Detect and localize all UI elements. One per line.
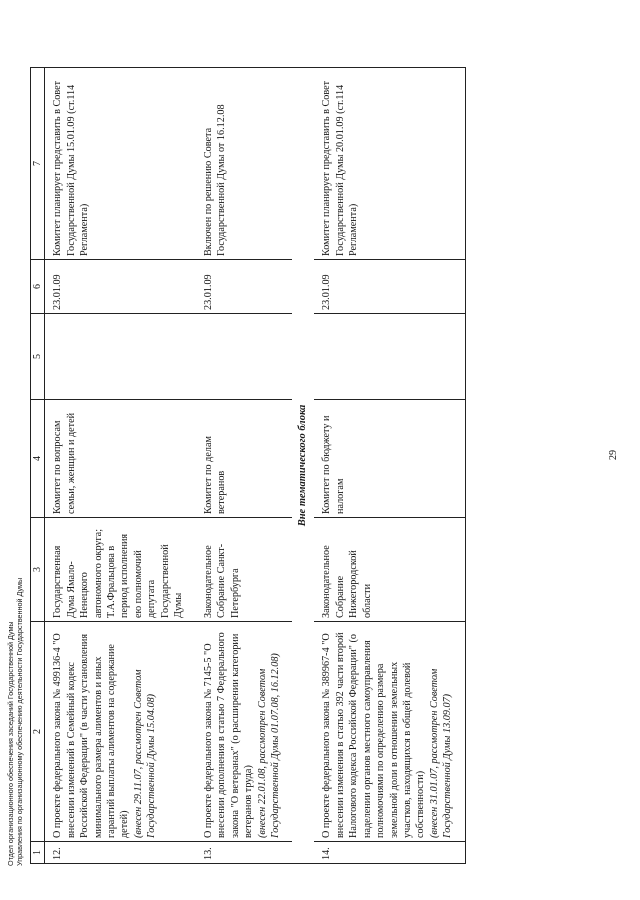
bill-cell bbox=[314, 622, 465, 842]
section-row bbox=[292, 68, 314, 864]
bills-table bbox=[30, 67, 466, 864]
header-col-3: 3 bbox=[31, 518, 45, 622]
committee-cell: Комитет по делам ветеранов bbox=[196, 400, 293, 518]
status-cell: Включен по решению Совета Государственной Думы от 16.12.08 bbox=[196, 68, 293, 260]
row-number: 12. bbox=[45, 842, 196, 864]
bill-title: О проекте федерального закона № 7145-5 "О внесении дополнения в статью 7 Федерального закона "О ветеранах" (о расширении категории ветеранов труда) bbox=[202, 632, 255, 838]
footer-line-2: Управления по организационному обеспечению деятельности Государственной Думы bbox=[15, 577, 24, 866]
bill-title: О проекте федерального закона № 499136-4 "О внесении изменений в Семейный кодекс Российской Федерации" (в части установления минимального размера алиментов и иных гарантий выплаты алиментов на содержание детей) bbox=[52, 633, 131, 838]
status-cell: Комитет планирует представить в Совет Государственной Думы 20.01.09 (ст.114 Регламента) bbox=[314, 68, 465, 260]
initiator-cell: Государственная Дума Ямало-Ненецкого автономного округа; Т.А.Фральцова в период исполнения ею полномочий депутата Государственной Думы bbox=[45, 518, 196, 622]
table-row bbox=[45, 68, 196, 864]
row-number: 14. bbox=[314, 842, 465, 864]
header-col-7: 7 bbox=[31, 68, 45, 260]
bill-note: (внесен 22.01.08, рассмотрен Советом Государственной Думы 01.07.08, 16.12.08) bbox=[256, 653, 281, 838]
date-cell: 23.01.09 bbox=[45, 260, 196, 314]
col5-cell bbox=[45, 314, 196, 400]
header-col-2: 2 bbox=[31, 622, 45, 842]
footer-line-1: Отдел организационного обеспечения заседаний Государственной Думы bbox=[6, 621, 15, 866]
status-cell: Комитет планирует представить в Совет Государственной Думы 15.01.09 (ст.114 Регламента) bbox=[45, 68, 196, 260]
header-col-4: 4 bbox=[31, 400, 45, 518]
date-cell: 23.01.09 bbox=[314, 260, 465, 314]
bill-cell bbox=[196, 622, 293, 842]
footer bbox=[6, 578, 24, 866]
table-row bbox=[314, 68, 465, 864]
initiator-cell: Законодательное Собрание Нижегородской области bbox=[314, 518, 465, 622]
bill-title: О проекте федерального закона № 389967-4 "О внесении изменения в статью 392 части второй Налогового кодекса Российской Федерации" (о наделении органов местного самоуправления полномочиями по определению размера земельной доли в отношении земельных участков, находящихся в общей долевой собственности) bbox=[321, 632, 427, 838]
section-title: Вне тематического блока bbox=[292, 68, 314, 864]
col5-cell bbox=[314, 314, 465, 400]
bill-cell bbox=[45, 622, 196, 842]
date-cell: 23.01.09 bbox=[196, 260, 293, 314]
col5-cell bbox=[196, 314, 293, 400]
header-col-6: 6 bbox=[31, 260, 45, 314]
header-col-1: 1 bbox=[31, 842, 45, 864]
page-number: 29 bbox=[608, 450, 619, 460]
committee-cell: Комитет по вопросам семьи, женщин и детей bbox=[45, 400, 196, 518]
committee-cell: Комитет по бюджету и налогам bbox=[314, 400, 465, 518]
row-number: 13. bbox=[196, 842, 293, 864]
initiator-cell: Законодательное Собрание Санкт-Петербурга bbox=[196, 518, 293, 622]
bill-note: (внесен 29.11.07, рассмотрен Советом Государственной Думы 15.04.08) bbox=[132, 669, 158, 838]
table-row bbox=[196, 68, 293, 864]
header-row bbox=[31, 68, 45, 864]
header-col-5: 5 bbox=[31, 314, 45, 400]
bill-note: (внесен 31.01.07, рассмотрен Советом Государственной Думы 13.09.07) bbox=[428, 668, 454, 838]
